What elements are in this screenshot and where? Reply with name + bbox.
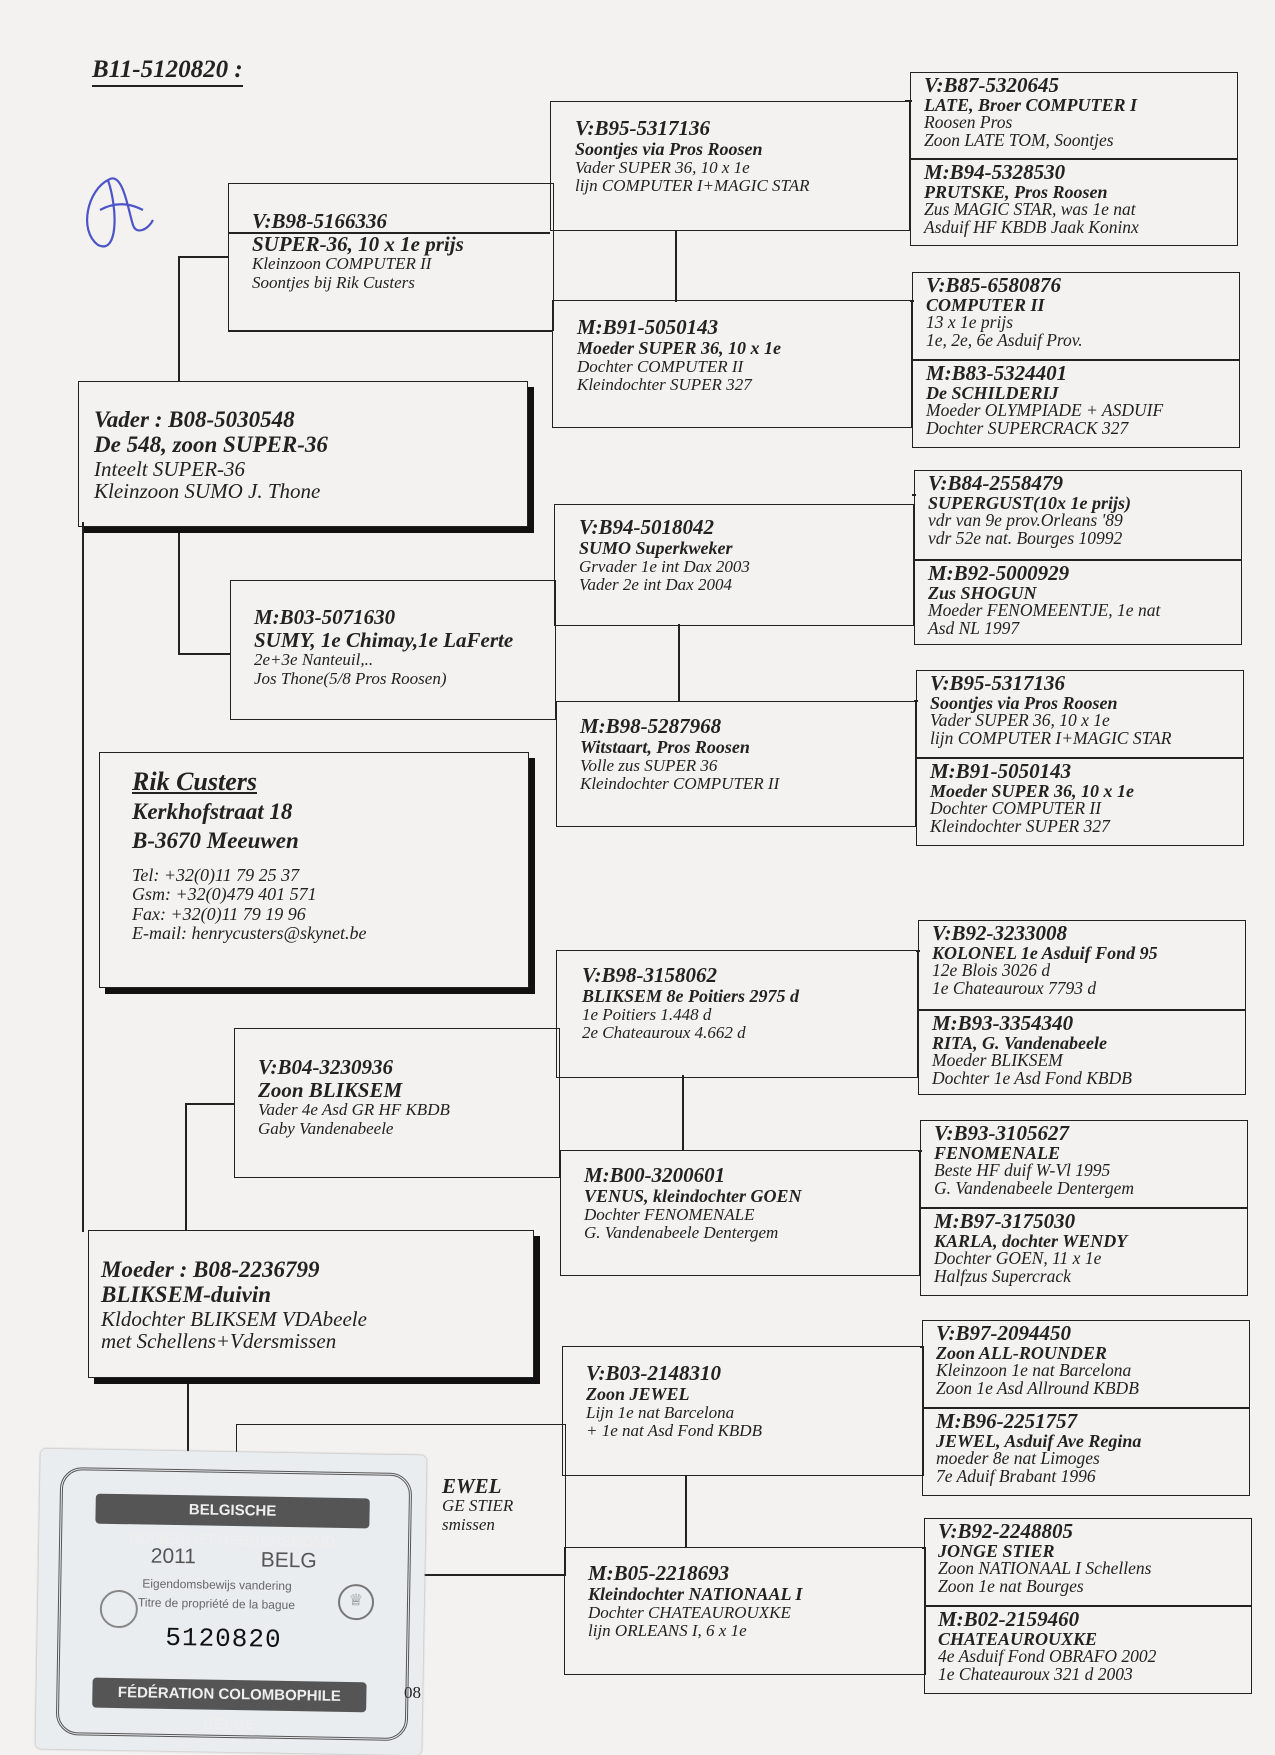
ring-number: V:B98-5166336 <box>252 209 387 233</box>
connector-line <box>920 1346 924 1348</box>
owner-text <box>132 768 366 943</box>
ring-number: M:B94-5328530 <box>924 160 1066 184</box>
ring-number: V:B92-3233008 <box>932 921 1067 945</box>
ancestor-text <box>926 363 1163 437</box>
great-grandparent-text <box>577 316 781 395</box>
ring-number: V:B87-5320645 <box>924 73 1059 97</box>
bird-name: SUPERGUST(10x 1e prijs) <box>928 493 1132 513</box>
bird-info: Roosen Pros <box>924 112 1013 132</box>
card-ring-number: 5120820 <box>165 1622 282 1655</box>
connector-line <box>178 256 228 258</box>
connector-line <box>82 522 84 1232</box>
ancestor-text <box>932 1013 1132 1087</box>
connector-line <box>185 1103 235 1105</box>
bird-name: PRUTSKE, Pros Roosen <box>924 182 1108 202</box>
bird-info: Vader 4e Asd GR HF KBDB <box>258 1100 450 1120</box>
ring-number: V:B03-2148310 <box>586 1361 721 1385</box>
connector-line <box>675 230 677 302</box>
ring-number: M:B96-2251757 <box>936 1409 1078 1433</box>
bird-info: Lijn 1e nat Barcelona <box>586 1403 735 1423</box>
bird-name: SUMY, 1e Chimay,1e LaFerte <box>254 627 514 652</box>
bird-name: VENUS, kleindochter GOEN <box>584 1185 802 1206</box>
signature-mark <box>78 150 158 260</box>
bird-info: Dochter 1e Asd Fond KBDB <box>932 1067 1132 1088</box>
ancestor-text <box>924 75 1137 149</box>
bird-name: RITA, G. Vandenabeele <box>932 1033 1108 1053</box>
owner-street: Kerkhofstraat 18 <box>132 799 293 825</box>
bird-info: Vader SUPER 36, 10 x 1e <box>930 710 1110 730</box>
bird-info: Beste HF duif W-Vl 1995 <box>934 1160 1111 1180</box>
great-grandparent-text <box>582 964 799 1043</box>
bird-info: smissen <box>442 1514 495 1534</box>
bird-info: lijn COMPUTER I+MAGIC STAR <box>930 727 1172 748</box>
ancestor-text <box>928 473 1131 547</box>
father-text <box>94 408 328 503</box>
bird-info: 1e Chateauroux 321 d 2003 <box>938 1663 1133 1684</box>
bird-info: Volle zus SUPER 36 <box>580 756 718 776</box>
bird-info: Dochter COMPUTER II <box>930 798 1102 818</box>
ring-ownership-card <box>35 1449 426 1755</box>
ring-number: V:B04-3230936 <box>258 1055 393 1079</box>
father-name: De 548, zoon SUPER-36 <box>94 431 328 457</box>
bird-name: Moeder SUPER 36, 10 x 1e <box>930 781 1134 801</box>
ring-number: V:B98-3158062 <box>582 963 717 987</box>
bird-name: KOLONEL 1e Asduif Fond 95 <box>932 943 1158 963</box>
bird-info: Zoon NATIONAAL I Schellens <box>938 1558 1152 1578</box>
ring-number: V:B93-3105627 <box>934 1121 1069 1145</box>
ring-number: M:B93-3354340 <box>932 1011 1074 1035</box>
ancestor-text <box>930 673 1171 747</box>
bird-name: EWEL <box>442 1473 502 1498</box>
bird-info: 2e Chateauroux 4.662 d <box>582 1023 746 1043</box>
father-info-1: Inteelt SUPER-36 <box>94 456 246 481</box>
bird-info: Kleinzoon 1e nat Barcelona <box>936 1360 1132 1380</box>
connector-line <box>914 700 918 702</box>
bird-info: Kleindochter COMPUTER II <box>580 774 780 794</box>
bird-info: Dochter COMPUTER II <box>577 357 744 377</box>
owner-city: B-3670 Meeuwen <box>132 827 299 853</box>
connector-line <box>912 494 916 496</box>
ring-number: M:B03-5071630 <box>254 605 396 629</box>
bird-info: Zoon 1e nat Bourges <box>938 1575 1084 1596</box>
ancestor-text <box>936 1411 1141 1485</box>
bird-name: JEWEL, Asduif Ave Regina <box>936 1431 1142 1451</box>
bird-name: Soontjes via Pros Roosen <box>575 138 763 159</box>
mother-name: BLIKSEM-duivin <box>101 1281 271 1307</box>
connector-line <box>916 950 920 952</box>
card-bottom-banner: FÉDÉRATION COLOMBOPHILE BELGE <box>92 1678 366 1713</box>
ancestor-text <box>934 1211 1127 1285</box>
ancestor-text <box>932 923 1158 997</box>
bird-info: Grvader 1e int Dax 2003 <box>579 557 750 577</box>
bird-info: Kleindochter SUPER 327 <box>930 815 1110 836</box>
connector-line <box>922 1547 926 1549</box>
ring-number: M:B91-5050143 <box>577 315 719 339</box>
card-top-banner: BELGISCHE DUIVENLIEFHEBBERSBOND <box>95 1494 369 1529</box>
mother-text <box>101 1258 367 1353</box>
great-grandparent-text <box>580 715 779 794</box>
bird-info: Jos Thone(5/8 Pros Roosen) <box>254 668 447 688</box>
bird-info: moeder 8e nat Limoges <box>936 1448 1100 1468</box>
bird-info: lijn ORLEANS I, 6 x 1e <box>588 1621 747 1641</box>
card-country: BELG <box>260 1548 317 1573</box>
bird-info: Vader 2e int Dax 2004 <box>579 575 732 595</box>
bird-name: Zoon BLIKSEM <box>258 1077 403 1102</box>
bird-name: Zus SHOGUN <box>928 583 1037 603</box>
bird-info: Zus MAGIC STAR, was 1e nat <box>924 199 1136 219</box>
grandparent-text <box>258 1056 450 1138</box>
ring-number: M:B00-3200601 <box>584 1163 726 1187</box>
ring-number: V:B85-6580876 <box>926 273 1061 297</box>
bird-info: G. Vandenabeele Dentergem <box>584 1223 779 1243</box>
bird-info: 2e+3e Nanteuil,.. <box>254 650 374 670</box>
bird-info: 4e Asduif Fond OBRAFO 2002 <box>938 1646 1157 1666</box>
bird-name: LATE, Broer COMPUTER I <box>924 95 1138 115</box>
pedigree-title: B11-5120820 : <box>92 56 243 87</box>
bird-name: Kleindochter NATIONAAL I <box>588 1583 803 1604</box>
bird-info: Dochter SUPERCRACK 327 <box>926 417 1129 438</box>
card-line-1: Eigendomsbewijs vandering <box>142 1576 292 1594</box>
bird-info: 12e Blois 3026 d <box>932 960 1051 980</box>
bird-name: KARLA, dochter WENDY <box>934 1231 1128 1251</box>
bird-info: vdr 52e nat. Bourges 10992 <box>928 527 1123 548</box>
bird-name: Soontjes via Pros Roosen <box>930 693 1118 713</box>
great-grandparent-text <box>584 1164 802 1243</box>
connector-line <box>910 300 914 302</box>
connector-line <box>185 1103 187 1231</box>
bird-name: SUMO Superkweker <box>579 537 733 558</box>
ancestor-text <box>938 1609 1156 1683</box>
owner-name: Rik Custers <box>132 767 257 796</box>
bird-info: Moeder OLYMPIADE + ASDUIF <box>926 400 1164 420</box>
bird-name: SUPER-36, 10 x 1e prijs <box>252 231 464 256</box>
great-grandparent-text <box>579 516 750 595</box>
bird-info: Vader SUPER 36, 10 x 1e <box>575 158 750 178</box>
ring-number: M:B92-5000929 <box>928 561 1070 585</box>
bird-info: 13 x 1e prijs <box>926 312 1014 332</box>
bird-name: Zoon JEWEL <box>586 1383 690 1404</box>
owner-tel: Tel: +32(0)11 79 25 37 <box>132 864 300 885</box>
bird-info: Dochter FENOMENALE <box>584 1205 755 1225</box>
bird-info: Zoon 1e Asd Allround KBDB <box>936 1377 1139 1398</box>
ring-number: V:B92-2248805 <box>938 1519 1073 1543</box>
bird-info: Dochter GOEN, 11 x 1e <box>934 1248 1102 1268</box>
father-ring: Vader : B08-5030548 <box>94 407 295 432</box>
bird-info: Moeder FENOMEENTJE, 1e nat <box>928 600 1161 620</box>
bird-info: 1e Poitiers 1.448 d <box>582 1005 712 1025</box>
owner-fax: Fax: +32(0)11 79 19 96 <box>132 903 306 924</box>
bird-name: JONGE STIER <box>938 1541 1055 1561</box>
owner-gsm: Gsm: +32(0)479 401 571 <box>132 884 317 905</box>
bird-name: Moeder SUPER 36, 10 x 1e <box>577 337 781 358</box>
bird-info: Asduif HF KBDB Jaak Koninx <box>924 216 1139 237</box>
connector-line <box>682 1075 684 1151</box>
bird-name: Zoon ALL-ROUNDER <box>936 1343 1107 1363</box>
connector-line <box>685 1475 687 1547</box>
bird-info: Dochter CHATEAUROUXKE <box>588 1603 791 1623</box>
father-info-2: Kleinzoon SUMO J. Thone <box>94 479 321 504</box>
ancestor-text <box>934 1123 1134 1197</box>
ring-number: M:B02-2159460 <box>938 1607 1080 1631</box>
great-grandparent-text <box>588 1562 802 1641</box>
mother-info-1: Kldochter BLIKSEM VDAbeele <box>101 1306 367 1331</box>
connector-line <box>187 1380 189 1460</box>
ancestor-text <box>938 1521 1151 1595</box>
bird-info: Kleinzoon COMPUTER II <box>252 254 432 274</box>
ring-number: M:B97-3175030 <box>934 1209 1076 1233</box>
bird-info: Gaby Vandenabeele <box>258 1118 394 1138</box>
connector-line <box>178 256 180 382</box>
bird-info: 7e Aduif Brabant 1996 <box>936 1465 1096 1486</box>
bird-name: De SCHILDERIJ <box>926 383 1059 403</box>
bird-info: Soontjes bij Rik Custers <box>252 272 415 292</box>
grandparent-text <box>252 210 464 292</box>
bird-info: Halfzus Supercrack <box>934 1265 1071 1286</box>
ancestor-text <box>926 275 1083 349</box>
ring-number: V:B97-2094450 <box>936 1321 1071 1345</box>
ring-number: V:B95-5317136 <box>575 116 710 140</box>
connector-line <box>918 1150 922 1152</box>
bird-info: vdr van 9e prov.Orleans '89 <box>928 510 1123 530</box>
great-grandparent-text <box>586 1362 762 1441</box>
ring-number: V:B94-5018042 <box>579 515 714 539</box>
bird-info: G. Vandenabeele Dentergem <box>934 1177 1135 1198</box>
crown-icon: ♕ <box>338 1584 375 1621</box>
bird-info: 1e Chateauroux 7793 d <box>932 977 1097 998</box>
great-grandparent-text <box>575 117 810 196</box>
bird-name: CHATEAUROUXKE <box>938 1629 1098 1649</box>
bird-info: + 1e nat Asd Fond KBDB <box>586 1421 762 1441</box>
ring-number: V:B84-2558479 <box>928 471 1063 495</box>
ancestor-text <box>928 563 1160 637</box>
bird-info: lijn COMPUTER I+MAGIC STAR <box>575 176 810 196</box>
bird-info: Kleindochter SUPER 327 <box>577 375 752 395</box>
ancestor-text <box>936 1323 1139 1397</box>
ring-number: M:B98-5287968 <box>580 714 722 738</box>
mother-ring: Moeder : B08-2236799 <box>101 1257 320 1282</box>
grandparent-text <box>254 606 513 688</box>
ancestor-text <box>924 162 1139 236</box>
ring-number: M:B83-5324401 <box>926 361 1068 385</box>
card-line-2: Titre de propriété de la bague <box>137 1595 296 1613</box>
connector-line <box>678 624 680 702</box>
bird-info: Moeder BLIKSEM <box>932 1050 1063 1070</box>
bird-name: Witstaart, Pros Roosen <box>580 736 750 757</box>
mother-info-2: met Schellens+Vdersmissen <box>101 1329 337 1354</box>
ring-number: V:B95-5317136 <box>930 671 1065 695</box>
bird-name: BLIKSEM 8e Poitiers 2975 d <box>582 985 800 1006</box>
ring-number: M:B91-5050143 <box>930 759 1072 783</box>
ancestor-text <box>930 761 1134 835</box>
card-year: 2011 <box>150 1544 197 1569</box>
bird-info: Zoon LATE TOM, Soontjes <box>924 129 1114 150</box>
bird-info: Asd NL 1997 <box>928 617 1020 638</box>
bird-name: COMPUTER II <box>926 295 1045 315</box>
ring-number: M:B05-2218693 <box>588 1561 730 1585</box>
owner-email: E-mail: henrycusters@skynet.be <box>132 923 367 944</box>
bird-name: FENOMENALE <box>934 1143 1061 1163</box>
connector-line <box>908 100 912 102</box>
bird-info: 1e, 2e, 6e Asduif Prov. <box>926 329 1083 350</box>
connector-line <box>178 530 180 655</box>
footer-fragment: 08 <box>404 1683 421 1702</box>
bird-info: GE STIER <box>442 1496 514 1516</box>
connector-line <box>178 653 230 655</box>
